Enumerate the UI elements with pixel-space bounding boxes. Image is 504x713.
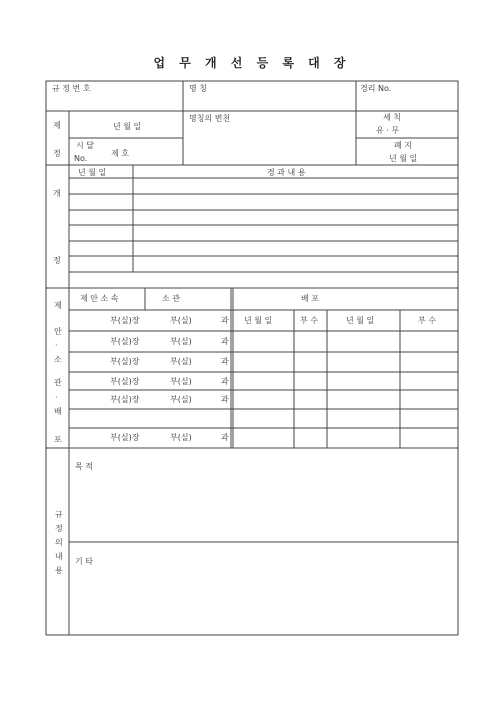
- row-div-suffix: 과: [221, 377, 229, 386]
- gaejeong-side-bottom: 정: [53, 256, 61, 265]
- detail-exist-label: 유 · 무: [376, 126, 400, 135]
- abolish-label: 폐 지: [394, 141, 412, 150]
- sidal-label: 시 달: [76, 141, 94, 150]
- mgmt-no-label: 경리 No.: [360, 84, 392, 93]
- row-div-suffix: 과: [221, 316, 229, 325]
- gaejeong-date-col: 년 월 일: [78, 168, 107, 177]
- dist-ymd-col-2: 년 월 일: [346, 316, 375, 325]
- row-div-prefix: 부(실): [170, 395, 192, 404]
- row-dept: 부(실)장: [110, 337, 140, 346]
- row-dept: 부(실)장: [110, 377, 140, 386]
- jurisdiction-label: 소 관: [162, 294, 180, 303]
- row-div-prefix: 부(실): [170, 433, 192, 442]
- sidal-no-label: No.: [74, 154, 88, 163]
- content-side-4: 내: [55, 552, 63, 561]
- abolish-ymd-label: 년 월 일: [389, 154, 418, 163]
- row-div-prefix: 부(실): [170, 377, 192, 386]
- dist-side-7: 배: [54, 407, 62, 416]
- dist-side-2: 안: [54, 327, 62, 336]
- content-side-3: 의: [55, 538, 63, 547]
- purpose-label: 목 적: [75, 462, 93, 471]
- dist-copies-col-2: 부 수: [418, 316, 436, 325]
- page-title: 업 무 개 선 등 록 대 장: [153, 56, 351, 70]
- row-dept: 부(실)장: [110, 357, 140, 366]
- name-change-label: 명칭의 변천: [189, 114, 231, 123]
- row-div-suffix: 과: [221, 357, 229, 366]
- content-side-1: 규: [55, 510, 63, 519]
- dist-side-3: ·: [55, 341, 58, 350]
- row-div-prefix: 부(실): [170, 337, 192, 346]
- dist-side-1: 제: [54, 301, 62, 310]
- row-dept: 부(실)장: [110, 316, 140, 325]
- row-div-prefix: 부(실): [170, 316, 192, 325]
- jejeong-side-bottom: 정: [53, 149, 61, 158]
- row-dept: 부(실)장: [110, 395, 140, 404]
- other-label: 기 타: [75, 557, 93, 566]
- dist-side-8: 포: [54, 435, 62, 444]
- distribution-label: 배 포: [301, 294, 319, 303]
- row-div-suffix: 과: [221, 433, 229, 442]
- content-side-5: 용: [55, 566, 63, 575]
- reg-no-label: 규 정 번 호: [52, 84, 91, 93]
- name-label: 명 칭: [189, 84, 207, 93]
- dist-copies-col-1: 부 수: [300, 316, 318, 325]
- row-dept: 부(실)장: [110, 433, 140, 442]
- dist-ymd-col-1: 년 월 일: [244, 316, 273, 325]
- row-div-suffix: 과: [221, 395, 229, 404]
- gaejeong-side-top: 개: [53, 189, 61, 198]
- sidal-je-ho-label: 제 호: [111, 149, 129, 158]
- gaejeong-content-col: 경 과 내 용: [267, 168, 306, 177]
- dist-side-6: ·: [55, 393, 58, 402]
- dist-side-4: 소: [54, 355, 62, 364]
- detail-label: 세 칙: [383, 113, 401, 122]
- row-div-prefix: 부(실): [170, 357, 192, 366]
- jejeong-side-top: 제: [53, 121, 61, 130]
- row-div-suffix: 과: [221, 337, 229, 346]
- proposal-dept-label: 제 안 소 속: [80, 294, 119, 303]
- jejeong-ymd-label: 년 월 일: [113, 122, 142, 131]
- content-side-2: 정: [55, 524, 63, 533]
- dist-side-5: 관: [54, 378, 62, 387]
